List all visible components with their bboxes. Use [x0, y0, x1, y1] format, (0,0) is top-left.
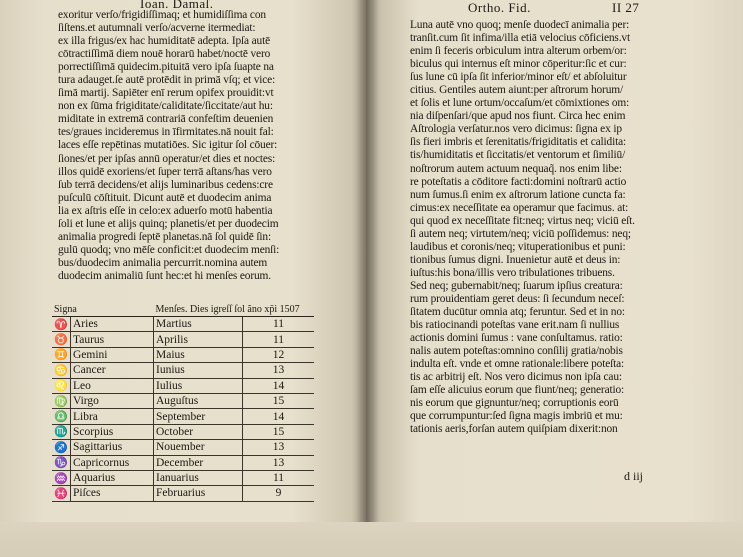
sign-name: Libra [71, 409, 154, 424]
ingress-day: 12 [243, 347, 315, 362]
month-name: Iulius [154, 378, 243, 393]
zodiac-symbol: ♈ [52, 317, 71, 332]
text-line: animalia progredi ſeptē planetas.nā ſol quidē ſin: [58, 230, 271, 243]
text-line: ſus lune cū ipſa ſit inferior/minor eſt/ et abſoluitur [410, 71, 627, 84]
table-row [52, 440, 314, 455]
left-running-head: Ioan. Damaſ. [140, 0, 214, 11]
text-line: Aſtrologia verſatur.nos vero dicimus: ſigna ex ip [410, 123, 622, 136]
text-line: ſitatem ducūtur omnia atq; feruntur. Sed et in no: [410, 306, 625, 319]
text-line: ſiſtens.et autumnali verſo/acverne itermediat: [58, 22, 256, 35]
text-line: nia diſpenſari/que apud nos fiunt. Circa hec enim [410, 110, 626, 123]
table-row [52, 363, 314, 378]
text-line: non ex ſūma frigiditate/caliditate/ſiccitate/aut hu: [58, 100, 273, 113]
sign-name: Capricornus [71, 455, 154, 470]
sign-name: Sagittarius [71, 440, 154, 455]
signature-mark: d iij [624, 469, 644, 483]
zodiac-symbol: ♍ [52, 393, 71, 408]
left-text-block [58, 9, 334, 283]
text-line: tes/graues incideremus in īfirmitates.nā nouit fal: [58, 126, 274, 139]
text-line: iuſtus:his bona/illis vero tribulationes tribuens. [410, 266, 615, 279]
table-header-row [52, 304, 314, 317]
ingress-day: 9 [243, 486, 315, 501]
month-name: Ianuarius [154, 470, 243, 485]
ingress-day: 15 [243, 424, 315, 439]
text-line: illos quidē exoriens/et ſuper terrā aſtans/has vero [58, 165, 272, 178]
text-line: qui quod ex neceſſitate fit:neq; virtus neq; viciū eſt. [410, 214, 635, 227]
zodiac-symbol: ♉ [52, 332, 71, 347]
month-name: Februarius [154, 486, 243, 501]
text-line: bis ratiocinandi poteſtas vane erit.nam ſi nullius [410, 319, 620, 332]
sign-name: Virgo [71, 393, 154, 408]
table-row [52, 347, 314, 362]
right-text-block [410, 19, 714, 437]
text-line: tura adauget.ſe autē protēdit in primā vſq; et vice: [58, 74, 276, 87]
text-line: ſiones/et per ipſas annū operatur/et dies et noctes: [58, 152, 276, 165]
month-name: Iunius [154, 363, 243, 378]
zodiac-symbol: ♓ [52, 486, 71, 501]
sign-name: Taurus [71, 332, 154, 347]
text-line: que corrumpuntur:ſed ſigna magis imbriū et mu: [410, 410, 623, 423]
signa-header: Signa [52, 304, 154, 317]
zodiac-symbol: ♋ [52, 363, 71, 378]
month-name: Nouember [154, 440, 243, 455]
ingress-day: 13 [243, 440, 315, 455]
text-line: ſoli et lune et alijs quinq; planetis/et per duodecim [58, 217, 279, 230]
text-line: enim ſi feceris orbiculum intra alterum orbem/or: [410, 45, 627, 58]
text-line: puſculū cōſtituit. Dicunt autē et duodecim anima [58, 191, 272, 204]
text-line: laudibus et coronis/neq; vituperationibus et puni: [410, 240, 626, 253]
table-row [52, 424, 314, 439]
zodiac-symbol: ♌ [52, 378, 71, 393]
text-line: ex illa frigus/ex hac humiditatē adepta. Ipſa autē [58, 35, 270, 48]
text-line: nalis autem poteſtas:omnino conſilij gratia/nobis [410, 345, 623, 358]
month-name: Maius [154, 347, 243, 362]
sign-name: Aquarius [71, 470, 154, 485]
month-name: Martius [154, 317, 243, 332]
text-line: gulū quodq; vno mēſe conficit:et duodecim menſi: [58, 243, 280, 256]
book-gutter [356, 0, 378, 557]
month-name: September [154, 409, 243, 424]
text-line: rum prouidentiam geret deus: ſi ſecundum neceſ: [410, 292, 625, 305]
table-row [52, 378, 314, 393]
left-page [0, 0, 366, 557]
sign-name: Aries [71, 317, 154, 332]
table-row [52, 332, 314, 347]
right-running-head: Ortho. Fid. [468, 0, 531, 15]
folio-number: II 27 [612, 0, 640, 15]
sign-name: Gemini [71, 347, 154, 362]
sign-name: Piſces [71, 486, 154, 501]
text-line: et ſolis et lune ortum/occaſum/et cōmixtiones om: [410, 97, 630, 110]
ingress-day: 13 [243, 363, 315, 378]
text-line: tis ac arbitrij eſt. Nos vero dicimus non ipſa cau: [410, 371, 622, 384]
table-row [52, 455, 314, 470]
zodiac-symbol: ♐ [52, 440, 71, 455]
text-line: citius. Gentiles autem aiunt:per aſtrorum horum/ [410, 84, 623, 97]
month-name: Aprilis [154, 332, 243, 347]
text-line: tationis aeris,forſan autem quiſpiam dixerit:non [410, 423, 618, 436]
text-line: re poteſtatis a cōditore facti:domini noſtrarū actio [410, 175, 627, 188]
text-line: bus/duodecim animalia percurrit.nomina autem [58, 256, 268, 269]
page-bottom-edge [0, 522, 743, 557]
text-line: ſam eſſe alicuius eorum que fiunt/neq; generatio: [410, 384, 625, 397]
text-line: laces eſſe repētinas mutatiōes. Sic igitur ſol cōuer: [58, 139, 278, 152]
ingress-day: 11 [243, 470, 315, 485]
text-line: num ſumus.ſi enim ex aſtrorum latione cuncta fa: [410, 188, 626, 201]
table-row [52, 486, 314, 501]
menses-header: Menſes. Dies igreſſ ſol ãno xp̃i 1507 [154, 304, 315, 317]
text-line: exoritur verſo/frigidiſſimaq; et humidiſſima con [58, 9, 266, 21]
text-line: miditate in extremā contrariā confeſtim deuenien [58, 113, 274, 126]
zodiac-symbol: ♊ [52, 347, 71, 362]
text-line: ſis fieri imbris et ſerenitatis/frigiditatis et calidita: [410, 136, 627, 149]
sign-name: Scorpius [71, 424, 154, 439]
table-row [52, 409, 314, 424]
right-page [366, 0, 743, 557]
text-line: lia ex aſtris eſſe in celo:ex aduerſo motū habentia [58, 204, 273, 217]
text-line: indulta eſt. vnde et omne rationale:libere poteſta: [410, 358, 625, 371]
text-line: tranſit.cum ſit infima/illa etiā velocius cōficiens.vt [410, 32, 630, 45]
ingress-day: 14 [243, 378, 315, 393]
text-line: nis eorum que gignuntur/neq; corruptionis eorū [410, 397, 619, 410]
text-line: ſub terrā decidens/et alijs luminaribus cedens:cre [58, 178, 273, 191]
table-row [52, 317, 314, 332]
sign-name: Leo [71, 378, 154, 393]
ingress-day: 13 [243, 455, 315, 470]
month-name: October [154, 424, 243, 439]
ingress-day: 15 [243, 393, 315, 408]
text-line: Sed neq; gubernabit/neq; ſuarum ipſius creatura: [410, 279, 623, 292]
table-row [52, 470, 314, 485]
text-line: ſi autem neq; virtutem/neq; viciū poſſidemus: neq; [410, 227, 631, 240]
text-line: noſtrorum autem actuum nequaq̃. nos enim libe: [410, 162, 622, 175]
zodiac-symbol: ♎ [52, 409, 71, 424]
text-line: tis/humiditatis et ſiccitatis/et ventorum et ſimiliū/ [410, 149, 626, 162]
text-line: tionibus ſumus digni. Inuenietur autē et deus in: [410, 253, 621, 266]
ingress-day: 11 [243, 332, 315, 347]
month-name: December [154, 455, 243, 470]
text-line: cōtractiſſimā diem nouē horarū habet/noctē vero [58, 48, 271, 61]
zodiac-symbol: ♏ [52, 424, 71, 439]
table-row [52, 393, 314, 408]
month-name: Auguſtus [154, 393, 243, 408]
ingress-day: 11 [243, 317, 315, 332]
text-line: cimus:ex neceſſitate ea operamur que facimus. at: [410, 201, 629, 214]
sign-name: Cancer [71, 363, 154, 378]
zodiac-symbol: ♑ [52, 455, 71, 470]
zodiac-months-table [52, 304, 314, 502]
ingress-day: 14 [243, 409, 315, 424]
zodiac-symbol: ♒ [52, 470, 71, 485]
text-line: duodecim animaliū ſunt hec:et hi menſes eorum. [58, 269, 271, 282]
text-line: Luna autē vno quoq; menſe duodecī animalia per: [410, 19, 630, 31]
text-line: actionis domini ſumus : vane conſultamus. ratio: [410, 332, 623, 345]
text-line: ſimā martij. Sapiēter enī rerum opifex prouidit:vt [58, 87, 274, 100]
text-line: porrectiſſimā quidecim.pituitā vero ipſa ſuapte na [58, 61, 274, 74]
text-line: biculus qui internus eſt minor cōperitur:ſic et cur: [410, 58, 627, 71]
